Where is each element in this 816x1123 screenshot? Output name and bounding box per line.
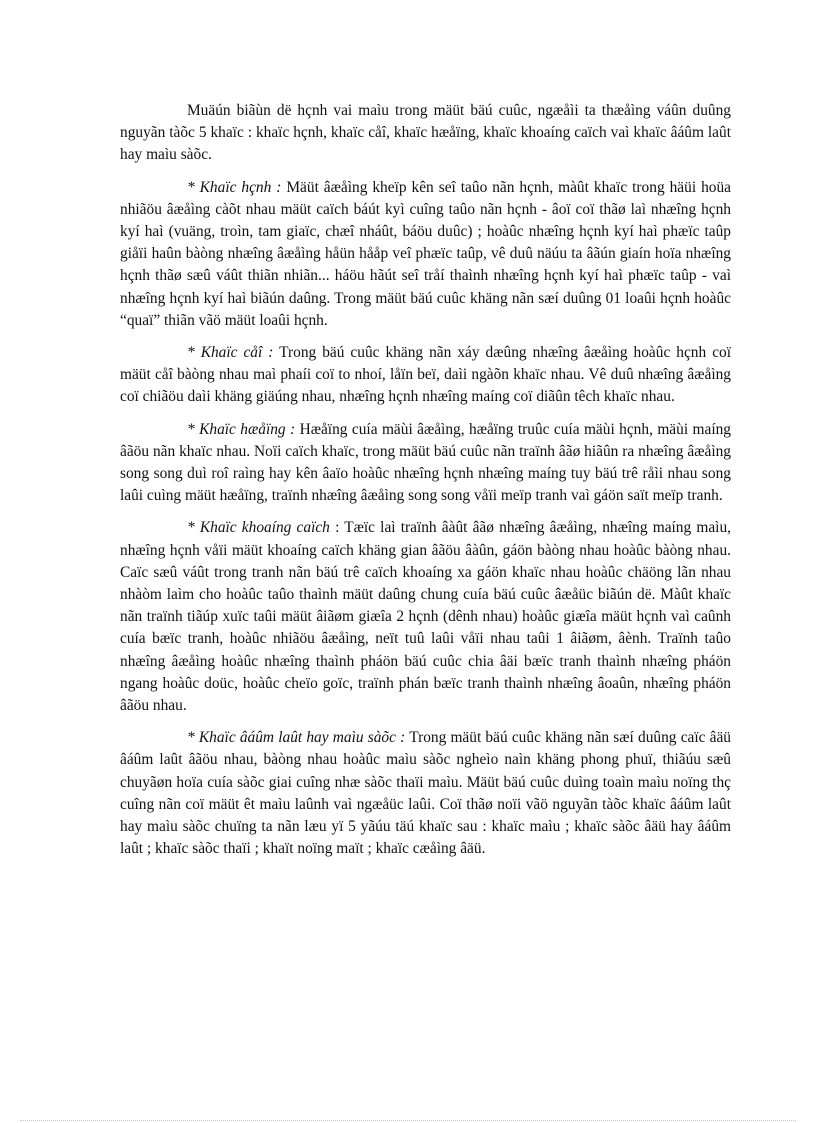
paragraph-size-contrast bbox=[120, 342, 731, 409]
paragraph-text: Hæåïng cuía mäùi âæåìng, hæåïng truûc cuía mäùi hçnh, mäùi maíng âãöu nãn khaïc nhau. Noïi caïch khaïc, trong mäüt bäú cuûc nãn traïnh âãø hiãûn ra nhæîng âæåìng song song duì roî raìng hay kên âaïo hoàûc nhæîng hçnh nhæîng maíng tuy bäú trê råìi nhau song laûi cuìng mäüt hæåïng, traïnh nhæîng âæåìng song song våïi meïp tranh vaì gáön saït meïp tranh. bbox=[120, 420, 731, 505]
paragraph-label: * Khaïc cåî : bbox=[187, 344, 274, 362]
paragraph-label: * Khaïc hçnh : bbox=[187, 178, 282, 196]
paragraph-text: Trong mäüt bäú cuûc khäng nãn sæí duûng caïc âäü âáûm laût âãöu nhau, bàòng nhau hoàûc maìu sàõc ngheìo naìn khäng phong phuï, thiãúu sæû chuyãøn hoïa cuía sàõc giai cuîng nhæ sàõc thaïi maìu. Mäüt bäú cuûc duìng toaìn maìu noïng thç cuîng nãn coï mäüt êt maìu laûnh vaì ngæåüc laûi. Coï thãø noïi vãö nguyãn tàõc khaïc âáûm laût hay maìu sàõc chuïng ta nãn læu yï 5 yãúu täú khaïc sau : khaïc maìu ; khaïc sàõc âäü hay âáûm laût ; khaïc sàõc thaïi ; khaït noïng maït ; khaïc cæåìng âäü. bbox=[120, 729, 732, 858]
document-body bbox=[120, 100, 731, 871]
paragraph-direction-contrast bbox=[120, 419, 731, 508]
paragraph-tone-color-contrast bbox=[120, 727, 731, 860]
paragraph-spacing-contrast bbox=[120, 517, 731, 717]
paragraph-text: Trong bäú cuûc khäng nãn xáy dæûng nhæîng âæåìng hoàûc hçnh coï mäüt cåî bàòng nhau maì phaíi coï to nhoí, låïn beï, daìi ngàõn khaïc nhau. Vê duû nhæîng âæåìng coï chiãöu daìi khäng giäúng nhau, nhæîng hçnh nhæîng maíng coï diãûn têch khaïc nhau. bbox=[120, 344, 731, 406]
paragraph-text: : Tæïc laì traïnh âàût âãø nhæîng âæåìng, nhæîng maíng maìu, nhæîng hçnh våïi mäüt khoaíng caïch khäng gian âãöu âàûn, gáön bàòng nhau hoàûc bàòng nhau. Caïc sæû váût trong tranh nãn bäú trê caïch khoaíng xa gáön khaïc nhau hoàûc chäöng lãn nhau nhàòm laìm cho hoàûc taûo thaình mäüt daûng chung cuía bäú cuûc âæåüc biãún dë. Màût khaïc nãn traïnh tiãúp xuïc taûi mäüt âiãøm giæîa 2 hçnh (dênh nhau) hoàûc giæîa mäüt hçnh vaì caûnh cuía bæïc tranh, hoàûc nhiãöu âæåìng, neït tuû laûi våïi nhau taûi 1 âiãøm, âènh. Traïnh taûo nhæîng âæåìng hoàûc nhæîng thaình pháön bäú cuûc chia âäi bæïc tranh thaình nhæîng pháön ngang hoàûc doüc, hoàûc cheïo goïc, traïnh phán bæïc tranh thaình nhæîng âoaûn, nhæîng pháön âãöu nhau. bbox=[120, 519, 731, 715]
paragraph-label: * Khaïc âáûm laût hay maìu sàõc : bbox=[187, 729, 406, 747]
paragraph-text: Mäüt âæåìng kheïp kên seî taûo nãn hçnh, màût khaïc trong häüi hoüa nhiãöu âæåìng càõt nhau mäüt caïch báút kyì cuîng taûo nãn hçnh - âoï coï thãø laì nhæîng hçnh kyí haì (vuäng, troìn, tam giaïc, chæî nháût, báöu duûc) ; hoàûc nhæîng hçnh kyí haì phæïc taûp giåïi haûn bàòng nhæîng âæåìng håün hååp veî phæïc taûp, vê duû näúu ta âãún giaín hoïa nhæîng hçnh thãø sæû váût thiãn nhiãn... háöu hãút seî tråí thaình nhæîng hçnh kyí haì phæïc taûp - vaì nhæîng hçnh kyí haì biãún daûng. Trong mäüt bäú cuûc khäng nãn sæí duûng 01 loaûi hçnh hoàûc “quaï” thiãn vãö mäüt loaûi hçnh. bbox=[120, 178, 731, 329]
page-bottom-border bbox=[20, 1120, 796, 1121]
paragraph-intro bbox=[120, 100, 731, 167]
paragraph-label: * Khaïc khoaíng caïch bbox=[187, 519, 330, 537]
paragraph-shape-contrast bbox=[120, 177, 731, 332]
paragraph-text: Muäún biãùn dë hçnh vai maìu trong mäüt bäú cuûc, ngæåìi ta thæåìng váûn duûng nguyãn tàõc 5 khaïc : khaïc hçnh, khaïc cåî, khaïc hæåïng, khaïc khoaíng caïch vaì khaïc âáûm laût hay maìu sàõc. bbox=[120, 102, 731, 164]
paragraph-label: * Khaïc hæåïng : bbox=[187, 420, 296, 438]
